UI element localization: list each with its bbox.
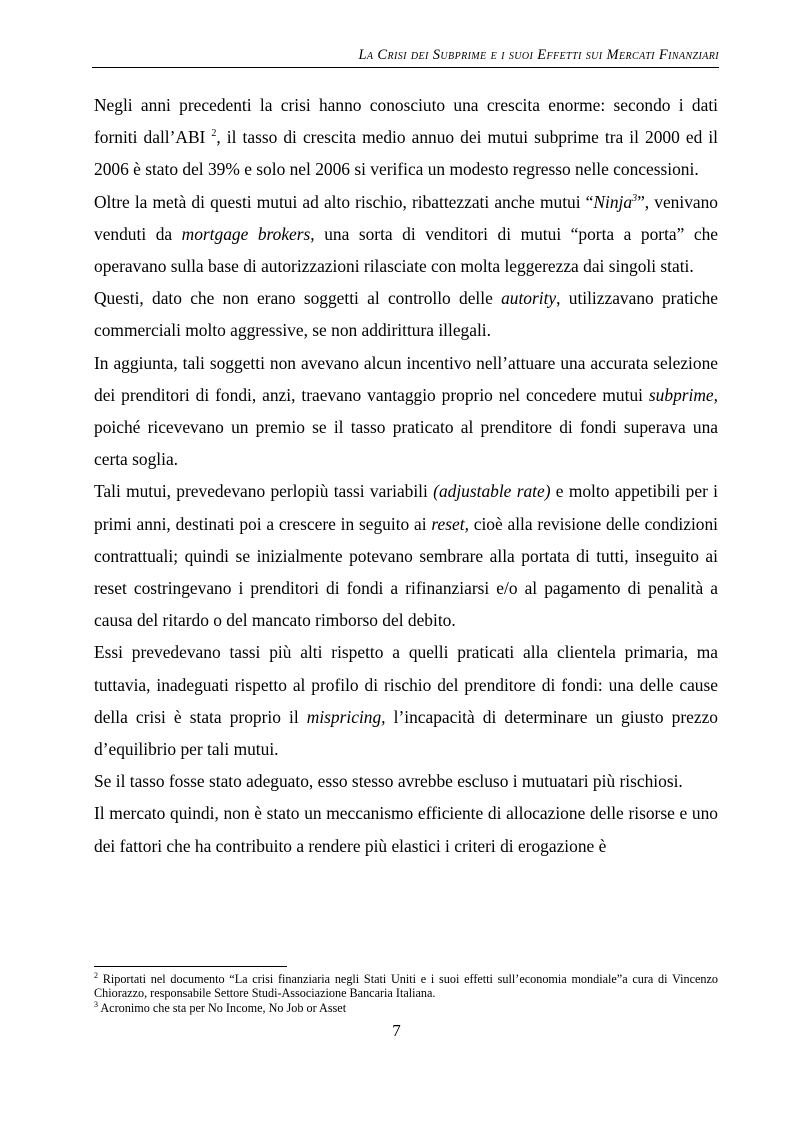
footnote-ref-3[interactable]: 3	[632, 192, 638, 204]
footnote-2	[94, 972, 718, 1001]
text-span: Se il tasso fosse stato adeguato, esso stesso avrebbe escluso i mutuatari più rischiosi.	[94, 771, 683, 792]
emphasis-adjustable-rate: (adjustable rate)	[433, 481, 551, 502]
footnote-ref-2[interactable]: 2	[211, 128, 217, 140]
paragraph-7	[94, 765, 718, 797]
text-span: , utilizzavano pratiche commerciali molto aggressive, se non addirittura illegali.	[94, 288, 718, 341]
text-span: ”, venivano venduti da	[94, 191, 718, 244]
emphasis-autority: autority	[501, 288, 557, 309]
text-span: Oltre la metà di questi mutui ad alto rischio, ribattezzati anche mutui “	[94, 191, 594, 212]
footnote-text: Riportati nel documento “La crisi finanziaria negli Stati Uniti e i suoi effetti sull’economia mondiale”a cura di Vincenzo Chiorazzo, responsabile Settore Studi-Associazione Bancaria Italiana.	[94, 972, 718, 1001]
text-span: In aggiunta, tali soggetti non avevano alcun incentivo nell’attuare una accurata selezione dei prenditori di fondi, anzi, traevano vantaggio proprio nel concedere mutui	[94, 352, 718, 405]
text-span: Questi, dato che non erano soggetti al controllo delle	[94, 288, 502, 309]
text-span: Il mercato quindi, non è stato un meccanismo efficiente di allocazione delle risorse e uno dei fattori che ha contribuito a rendere più elastici i criteri di erogazione è	[94, 803, 718, 856]
text-span: , poiché ricevevano un premio se il tasso praticato al prenditore di fondi superava una certa soglia.	[94, 384, 718, 470]
text-span: l’incapacità di determinare un giusto prezzo d’equilibrio per tali mutui.	[94, 706, 718, 760]
text-span: Negli anni precedenti la crisi hanno conosciuto una crescita enorme: secondo i dati forniti dall’ABI	[94, 95, 718, 148]
text-span: , il tasso di crescita medio annuo dei mutui subprime tra il 2000 ed il 2006 è stato del 39% e solo nel 2006 si verifica un modesto regresso nelle concessioni.	[94, 127, 718, 180]
text-span: cioè alla revisione delle condizioni contrattuali; quindi se inizialmente potevano sembrare alla portata di tutti, inseguito ai reset costringevano i prenditori di fondi a rifinanziarsi e/o al pagamento di penalità a causa del ritardo o del mancato rimborso del debito.	[94, 513, 718, 631]
page-number: 7	[392, 1021, 401, 1040]
footnote-marker: 2	[94, 970, 98, 980]
footnote-text: Acronimo che sta per No Income, No Job or Asset	[98, 1000, 347, 1015]
paragraph-6	[94, 636, 718, 765]
paragraph-8	[94, 797, 718, 861]
footnote-rule	[94, 966, 287, 967]
emphasis-mortgage-brokers: mortgage brokers,	[181, 223, 315, 244]
paragraph-3	[94, 282, 718, 346]
text-span: Tali mutui, prevedevano perlopiù tassi variabili	[94, 481, 434, 502]
text-span: una sorta di venditori di mutui “porta a porta” che operavano sulla base di autorizzazioni rilasciate con molta leggerezza dai singoli stati.	[94, 223, 719, 277]
emphasis-reset: reset,	[431, 513, 469, 534]
running-header: La Crisi dei Subprime e i suoi Effetti sui Mercati Finanziari	[358, 47, 719, 63]
emphasis-ninja: Ninja	[593, 191, 633, 212]
paragraph-4	[94, 347, 718, 476]
paragraph-5	[94, 475, 718, 636]
text-span: e molto appetibili per i primi anni, destinati poi a crescere in seguito ai	[94, 481, 719, 534]
paragraph-2	[94, 186, 718, 283]
emphasis-subprime: subprime	[648, 384, 714, 405]
footnotes	[94, 972, 718, 1015]
text-span: Essi prevedevano tassi più alti rispetto a quelli praticati alla clientela primaria, ma tuttavia, inadeguati rispetto al profilo di rischio del prenditore di fondi: una delle cause della crisi è stata proprio il	[94, 642, 718, 727]
paragraph-1	[94, 89, 718, 186]
body-text	[94, 89, 718, 862]
header-rule	[92, 67, 719, 68]
footnote-3	[94, 1001, 718, 1015]
footnote-marker: 3	[94, 999, 98, 1009]
emphasis-mispricing: mispricing,	[306, 706, 386, 727]
